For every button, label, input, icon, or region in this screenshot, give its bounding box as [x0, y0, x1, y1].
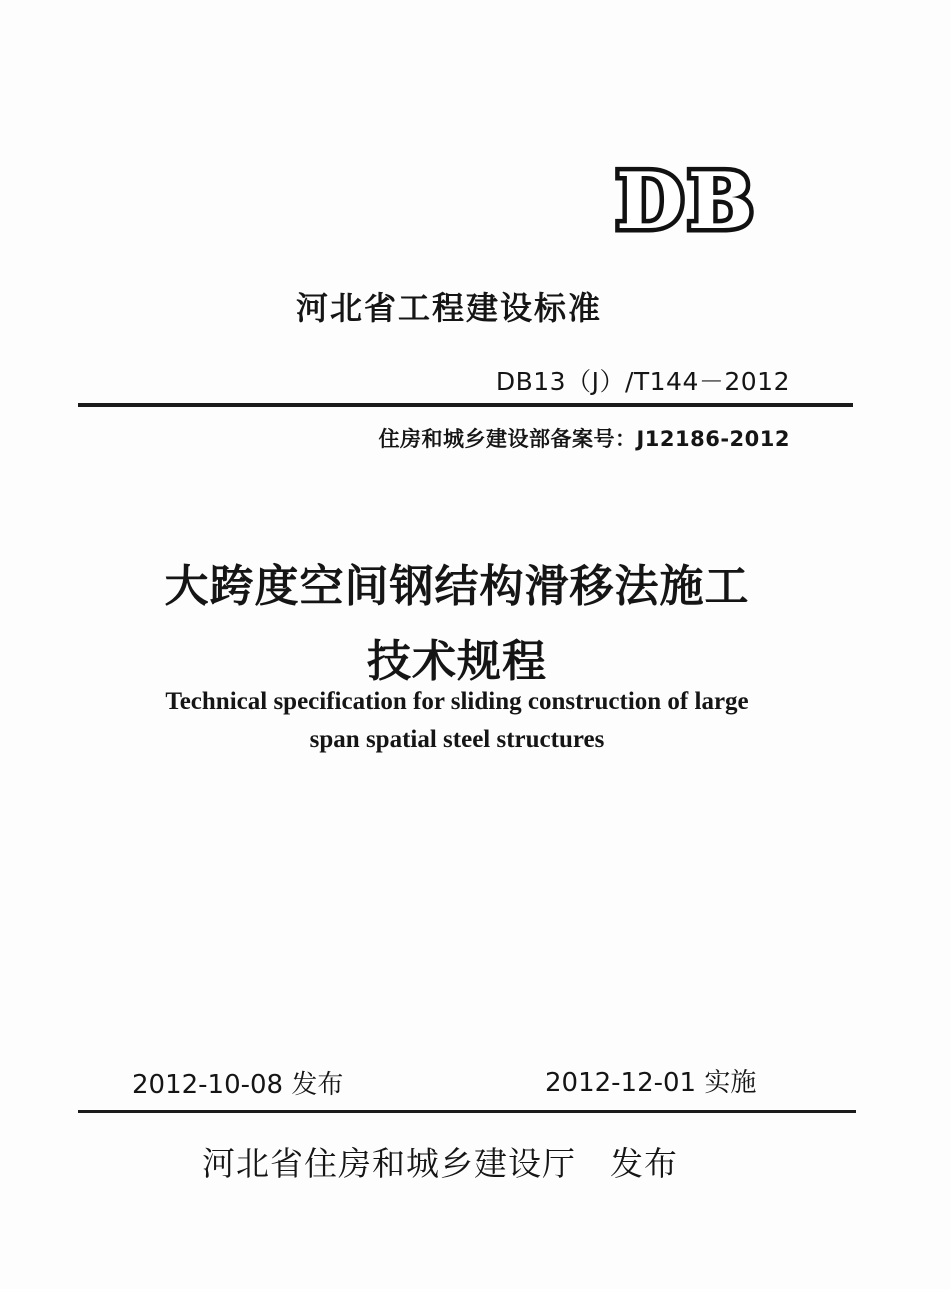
db-logo-text: DB [616, 160, 758, 234]
record-number: 住房和城乡建设部备案号：J12186-2012 [378, 427, 790, 451]
standard-code: DB13（J）/T144－2012 [495, 367, 790, 396]
publisher-name: 河北省住房和城乡建设厅 [202, 1144, 576, 1183]
issue-date: 2012-10-08 发布 [132, 1070, 344, 1100]
title-cn-line-2: 技术规程 [367, 636, 547, 687]
top-divider [78, 403, 853, 407]
title-cn-line-1: 大跨度空间钢结构滑移法施工 [164, 561, 750, 612]
bottom-divider [78, 1110, 856, 1113]
title-en-line-2: span spatial steel structures [309, 726, 605, 753]
db-logo [612, 160, 796, 234]
publisher-action: 发布 [610, 1144, 678, 1183]
effective-date: 2012-12-01 实施 [545, 1068, 757, 1098]
publisher-line [202, 1138, 678, 1185]
standard-category: 河北省工程建设标准 [296, 289, 603, 327]
title-en-line-1: Technical specification for sliding construction of large [165, 688, 749, 715]
